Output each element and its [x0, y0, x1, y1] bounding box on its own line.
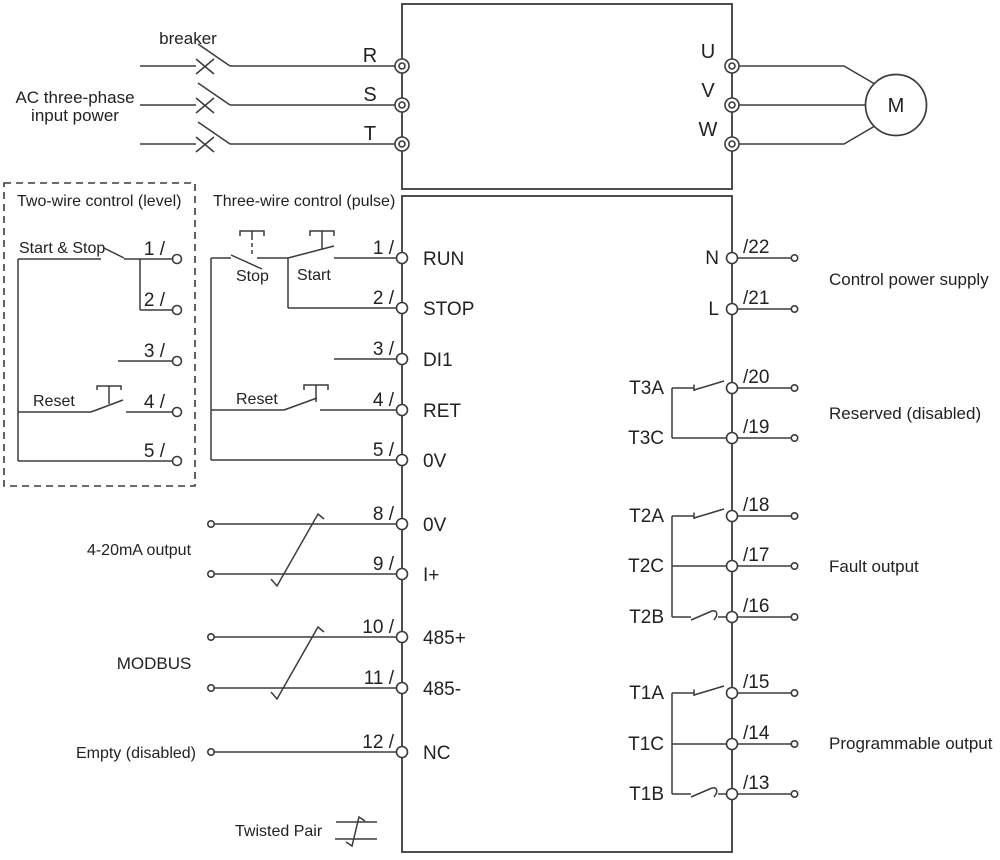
tw-num-1: 1 / — [143, 239, 165, 260]
name-0v-analog: 0V — [423, 515, 447, 536]
terminal-n — [727, 253, 738, 264]
phase-t-label: T — [363, 123, 377, 145]
start-label: Start — [297, 267, 331, 284]
tw-terminal-2 — [173, 306, 182, 315]
num-1: 1 / — [372, 238, 394, 259]
terminal-l — [727, 304, 738, 315]
three-wire-title: Three-wire control (pulse) — [213, 193, 396, 210]
three-wire-control — [211, 193, 397, 460]
tw-terminal-4 — [173, 408, 182, 417]
terminal-t2b — [727, 612, 738, 623]
tw-num-5: 5 / — [143, 441, 165, 462]
tw-num-2: 2 / — [143, 290, 165, 311]
num-20: /20 — [743, 367, 770, 388]
label-t3c: T3C — [628, 428, 664, 449]
phase-r-label: R — [362, 45, 378, 67]
num-18: /18 — [743, 495, 770, 516]
io-section — [76, 504, 466, 764]
tw-terminal-1 — [173, 255, 182, 264]
wire-end-16 — [791, 614, 797, 620]
phase-w-label: W — [698, 119, 718, 141]
wire-end-19 — [791, 435, 797, 441]
num-5: 5 / — [372, 440, 394, 461]
num-14: /14 — [743, 723, 770, 744]
num-2: 2 / — [372, 288, 394, 309]
io-terminals — [362, 504, 466, 764]
reserved-label: Reserved (disabled) — [829, 404, 982, 423]
relay-contact-blade — [694, 381, 724, 390]
twisted-pair-legend — [235, 817, 377, 846]
power-unit-box — [402, 4, 732, 189]
wire-end-12 — [208, 749, 214, 755]
fault-output-label: Fault output — [829, 557, 919, 576]
start-button-blade — [288, 246, 334, 258]
terminal-0v — [397, 455, 408, 466]
name-ret: RET — [423, 401, 461, 422]
name-0v: 0V — [423, 451, 447, 472]
terminal-run — [397, 253, 408, 264]
breaker-phase-r — [140, 44, 395, 74]
label-t2a: T2A — [629, 506, 664, 527]
analog-wires — [208, 514, 397, 586]
twisted-pair-label: Twisted Pair — [235, 823, 323, 840]
reset-button-blade — [91, 400, 123, 412]
label-t1c: T1C — [628, 734, 664, 755]
start-stop-label: Start & Stop — [19, 240, 106, 257]
name-i-plus: I+ — [423, 565, 440, 586]
terminal-ret — [397, 405, 408, 416]
reset-button-blade — [284, 398, 317, 410]
twisted-pair-icon — [271, 514, 324, 586]
num-8: 8 / — [372, 504, 394, 525]
wire-end-17 — [791, 563, 797, 569]
two-wire-control-box — [4, 183, 195, 486]
name-run: RUN — [423, 249, 465, 270]
wire-end-8 — [208, 521, 214, 527]
terminal-t1b — [727, 789, 738, 800]
label-t1b: T1B — [629, 784, 664, 805]
wire-end-20 — [791, 385, 797, 391]
label-t2b: T2B — [629, 607, 664, 628]
motor-label: M — [887, 95, 905, 117]
programmable-output-label: Programmable output — [829, 734, 993, 753]
phase-u-label: U — [700, 41, 716, 63]
input-terminals — [395, 59, 409, 151]
num-19: /19 — [743, 417, 770, 438]
nc-hook-icon — [712, 788, 717, 797]
num-15: /15 — [743, 672, 770, 693]
terminal-t1c — [727, 739, 738, 750]
relay-nc-blade — [691, 611, 712, 620]
terminal-di1 — [397, 354, 408, 365]
name-stop: STOP — [423, 299, 475, 320]
wire-end-13 — [791, 791, 797, 797]
terminal-485-minus — [397, 683, 408, 694]
wire-end-18 — [791, 513, 797, 519]
tw-num-3: 3 / — [143, 341, 165, 362]
wire-end-22 — [791, 255, 797, 261]
label-n: N — [705, 248, 719, 269]
output-terminals — [725, 59, 739, 151]
terminal-t3c — [727, 433, 738, 444]
ac-source-label-line2: input power — [31, 106, 119, 125]
t1-relay-group — [628, 672, 993, 805]
wire-u — [740, 66, 875, 84]
breaker-blade — [198, 83, 230, 105]
empty-label: Empty (disabled) — [75, 745, 196, 762]
stop-button-blade — [231, 255, 262, 269]
analog-output-label: 4-20mA output — [86, 542, 192, 559]
control-power-label: Control power supply — [829, 270, 989, 289]
terminal-t2c — [727, 561, 738, 572]
wire-end-10 — [208, 634, 214, 640]
terminal-485-plus — [397, 632, 408, 643]
num-10: 10 / — [362, 617, 394, 638]
num-4: 4 / — [372, 390, 394, 411]
two-wire-reset-label: Reset — [33, 393, 75, 410]
phase-s-label: S — [363, 84, 377, 106]
breaker-blade — [198, 122, 230, 144]
name-nc: NC — [423, 743, 451, 764]
wire-end-11 — [208, 685, 214, 691]
terminal-t3a — [727, 383, 738, 394]
num-22: /22 — [743, 237, 770, 258]
two-wire-title: Two-wire control (level) — [17, 193, 182, 210]
three-wire-reset-label: Reset — [236, 391, 278, 408]
modbus-label: MODBUS — [116, 654, 192, 673]
label-t3a: T3A — [629, 378, 664, 399]
ac-source-label-line1: AC three-phase — [15, 88, 135, 107]
name-485-plus: 485+ — [423, 628, 466, 649]
num-9: 9 / — [372, 554, 394, 575]
start-stop-switch-blade — [104, 248, 124, 258]
t3-relay-group — [628, 367, 981, 449]
phase-v-label: V — [701, 80, 715, 102]
relay-contact-blade — [694, 686, 724, 695]
two-wire-terminals — [144, 239, 182, 466]
tw-terminal-3 — [173, 357, 182, 366]
wire-end-21 — [791, 306, 797, 312]
digital-terminals — [373, 238, 475, 472]
terminal-t2a — [727, 511, 738, 522]
control-power-group — [705, 237, 989, 320]
name-di1: DI1 — [423, 350, 453, 371]
tw-terminal-5 — [173, 457, 182, 466]
three-wire-circuit — [211, 231, 397, 460]
label-l: L — [708, 299, 719, 320]
terminal-nc — [397, 747, 408, 758]
control-unit-box — [402, 196, 732, 852]
two-wire-border — [4, 183, 195, 486]
num-11: 11 / — [363, 668, 394, 689]
stop-label: Stop — [236, 268, 269, 285]
terminal-i-plus — [397, 569, 408, 580]
num-13: /13 — [743, 773, 770, 794]
name-485-minus: 485- — [423, 679, 462, 700]
wire-end-15 — [791, 690, 797, 696]
right-terminals-section — [628, 237, 993, 805]
terminal-t1a — [727, 688, 738, 699]
label-t2c: T2C — [628, 556, 664, 577]
tw-num-4: 4 / — [143, 392, 165, 413]
wire-w — [740, 127, 875, 145]
wire-end-14 — [791, 741, 797, 747]
num-3: 3 / — [372, 339, 394, 360]
breaker-label: breaker — [159, 29, 217, 48]
num-12: 12 / — [362, 732, 394, 753]
nc-hook-icon — [712, 611, 717, 620]
breaker-phase-s — [140, 83, 395, 113]
num-17: /17 — [743, 545, 770, 566]
terminal-stop — [397, 303, 408, 314]
num-16: /16 — [743, 596, 770, 617]
ac-input-section — [15, 29, 409, 152]
wire-end-9 — [208, 571, 214, 577]
t2-relay-group — [628, 495, 919, 628]
label-t1a: T1A — [629, 683, 664, 704]
num-21: /21 — [743, 288, 770, 309]
relay-contact-blade — [694, 509, 724, 518]
relay-nc-blade — [691, 788, 712, 797]
breaker-phase-t — [140, 122, 395, 152]
terminal-0v-analog — [397, 519, 408, 530]
